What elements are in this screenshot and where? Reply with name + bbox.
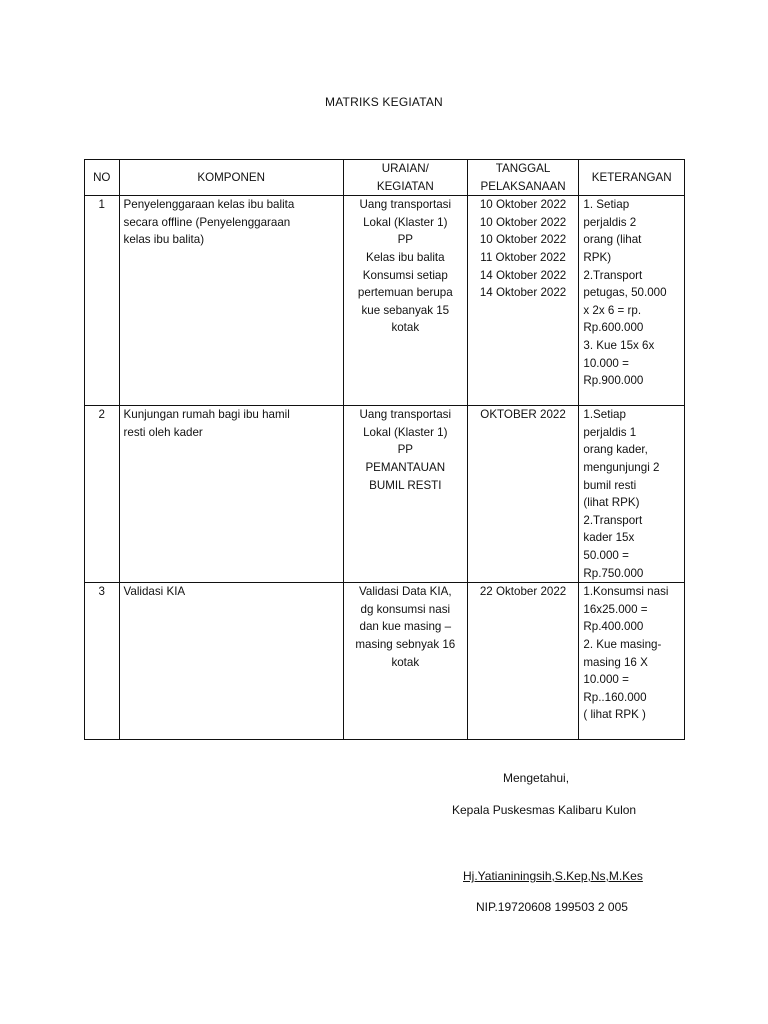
header-keterangan: KETERANGAN (579, 160, 685, 196)
header-komponen: KOMPONEN (119, 160, 343, 196)
header-uraian: URAIAN/ KEGIATAN (343, 160, 467, 196)
cell-tanggal: 22 Oktober 2022 (467, 583, 579, 740)
acknowledgement-label: Mengetahui, (503, 771, 570, 785)
document-title: MATRIKS KEGIATAN (325, 95, 443, 109)
cell-no: 1 (85, 196, 120, 406)
cell-komponen: Validasi KIA (119, 583, 343, 740)
table-row (85, 583, 685, 740)
header-no: NO (85, 160, 120, 196)
cell-tanggal: OKTOBER 2022 (467, 406, 579, 583)
cell-keterangan: 1.Setiap perjaldis 1 orang kader, mengunjungi 2 bumil resti (lihat RPK) 2.Transport kader 15x 50.000 = Rp.750.000 (579, 406, 685, 583)
cell-tanggal: 10 Oktober 2022 10 Oktober 2022 10 Oktober 2022 11 Oktober 2022 14 Oktober 2022 14 Oktober 2022 (467, 196, 579, 406)
table-row (85, 406, 685, 583)
cell-no: 3 (85, 583, 120, 740)
signatory-nip: NIP.19720608 199503 2 005 (476, 900, 628, 914)
activity-matrix-table (84, 159, 685, 740)
cell-uraian: Uang transportasi Lokal (Klaster 1) PP Kelas ibu balita Konsumsi setiap pertemuan berupa kue sebanyak 15 kotak (343, 196, 467, 406)
cell-keterangan: 1. Setiap perjaldis 2 orang (lihat RPK) 2.Transport petugas, 50.000 x 2x 6 = rp. Rp.600.000 3. Kue 15x 6x 10.000 = Rp.900.000 (579, 196, 685, 406)
cell-komponen: Penyelenggaraan kelas ibu balita secara offline (Penyelenggaraan kelas ibu balita) (119, 196, 343, 406)
table-header-row (85, 160, 685, 196)
cell-keterangan: 1.Konsumsi nasi 16x25.000 = Rp.400.000 2. Kue masing- masing 16 X 10.000 = Rp..160.000 ( lihat RPK ) (579, 583, 685, 740)
table-row (85, 196, 685, 406)
signatory-position: Kepala Puskesmas Kalibaru Kulon (452, 803, 637, 817)
signatory-name: Hj.Yatianiningsih,S.Kep,Ns,M.Kes (463, 869, 643, 883)
cell-uraian: Validasi Data KIA, dg konsumsi nasi dan kue masing – masing sebnyak 16 kotak (343, 583, 467, 740)
header-tanggal: TANGGAL PELAKSANAAN (467, 160, 579, 196)
cell-komponen: Kunjungan rumah bagi ibu hamil resti oleh kader (119, 406, 343, 583)
cell-no: 2 (85, 406, 120, 583)
cell-uraian: Uang transportasi Lokal (Klaster 1) PP PEMANTAUAN BUMIL RESTI (343, 406, 467, 583)
